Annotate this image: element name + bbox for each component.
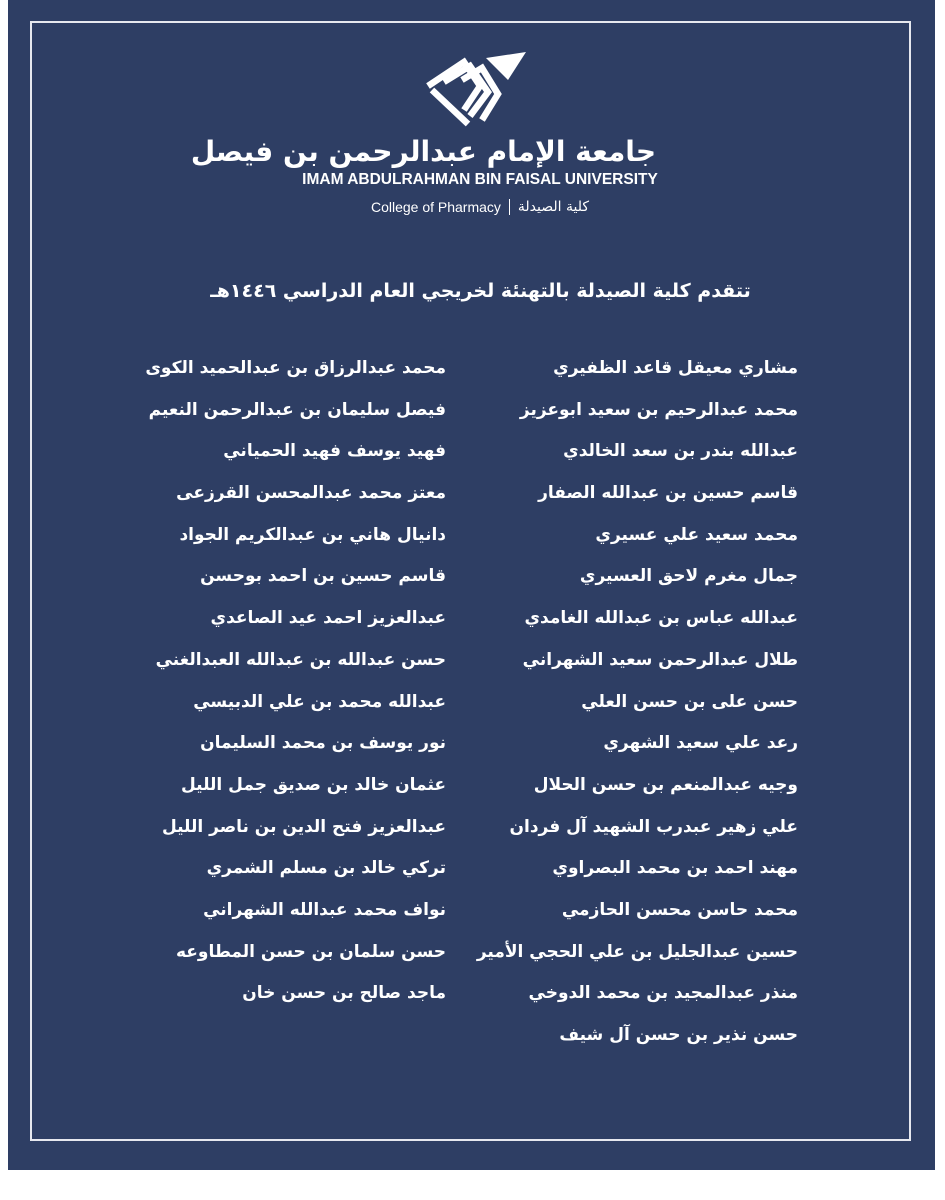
graduate-name: حسن سلمان بن حسن المطاوعه	[175, 941, 446, 962]
graduates-list-right	[476, 348, 798, 1057]
college-name-english: College of Pharmacy	[370, 199, 501, 215]
graduate-name: محمد سعيد علي عسيري	[595, 524, 798, 545]
graduate-name: مشاري معيقل قاعد الظفيري	[553, 358, 798, 378]
graduate-name: عبدالله بندر بن سعد الخالدي	[563, 441, 798, 462]
graduate-name: محمد عبدالرزاق بن عبدالحميد الكوى	[145, 358, 446, 378]
graduate-name: نواف محمد عبدالله الشهراني	[203, 899, 446, 920]
graduate-name: عبدالله عباس بن عبدالله الغامدي	[524, 608, 798, 629]
graduate-name: حسين عبدالجليل بن علي الحجي الأمير	[476, 941, 798, 962]
graduate-name: قاسم حسين بن عبدالله الصفار	[538, 483, 798, 504]
graduate-name: حسن عبدالله بن عبدالله العبدالغني	[155, 649, 446, 670]
graduate-name: تركي خالد بن مسلم الشمري	[206, 858, 446, 879]
graduate-name: عبدالعزيز احمد عيد الصاعدي	[210, 608, 446, 629]
graduate-name: طلال عبدالرحمن سعيد الشهراني	[522, 649, 798, 670]
graduate-name: فيصل سليمان بن عبدالرحمن النعيم	[148, 399, 446, 420]
graduate-name: رعد علي سعيد الشهري	[603, 733, 798, 754]
congratulations-card	[8, 0, 935, 1170]
graduate-name: مهند احمد بن محمد البصراوي	[552, 858, 798, 879]
graduate-name: معتز محمد عبدالمحسن القرزعى	[176, 483, 446, 504]
graduate-name: حسن على بن حسن العلي	[581, 691, 798, 712]
college-line	[288, 196, 672, 218]
graduate-name: وجيه عبدالمنعم بن حسن الحلال	[533, 774, 798, 795]
graduate-name: قاسم حسين بن احمد بوحسن	[200, 566, 446, 587]
graduate-name: علي زهير عبدرب الشهيد آل فردان	[509, 816, 798, 837]
graduates-list-left	[138, 348, 446, 1015]
graduate-name: محمد عبدالرحيم بن سعيد ابوعزيز	[519, 399, 798, 420]
university-name-arabic: جامعة الإمام عبدالرحمن بن فيصل	[190, 135, 656, 168]
college-name-arabic: كلية الصيدلة	[517, 199, 590, 215]
graduate-name: ماجد صالح بن حسن خان	[242, 983, 446, 1004]
graduate-name: محمد حاسن محسن الحازمي	[561, 899, 798, 920]
college-separator	[509, 199, 510, 215]
graduate-name: فهيد يوسف فهيد الحمياني	[223, 441, 446, 462]
graduate-name: منذر عبدالمجيد بن محمد الدوخي	[528, 983, 798, 1004]
university-logo-icon	[424, 50, 528, 128]
congratulations-headline: تتقدم كلية الصيدلة بالتهنئة لخريجي العام الدراسي ١٤٤٦هـ	[210, 280, 751, 302]
graduate-name: حسن نذير بن حسن آل شيف	[559, 1025, 798, 1045]
graduate-name: عبدالله محمد بن علي الدبيسي	[193, 691, 446, 712]
graduate-name: نور يوسف بن محمد السليمان	[200, 733, 446, 754]
graduate-name: عثمان خالد بن صديق جمل الليل	[181, 774, 446, 795]
university-name-english: IMAM ABDULRAHMAN BIN FAISAL UNIVERSITY	[302, 171, 658, 188]
graduate-name: دانيال هاني بن عبدالكريم الجواد	[179, 524, 446, 545]
graduate-name: جمال مغرم لاحق العسيري	[579, 566, 798, 587]
graduate-name: عبدالعزيز فتح الدين بن ناصر الليل	[161, 816, 446, 837]
